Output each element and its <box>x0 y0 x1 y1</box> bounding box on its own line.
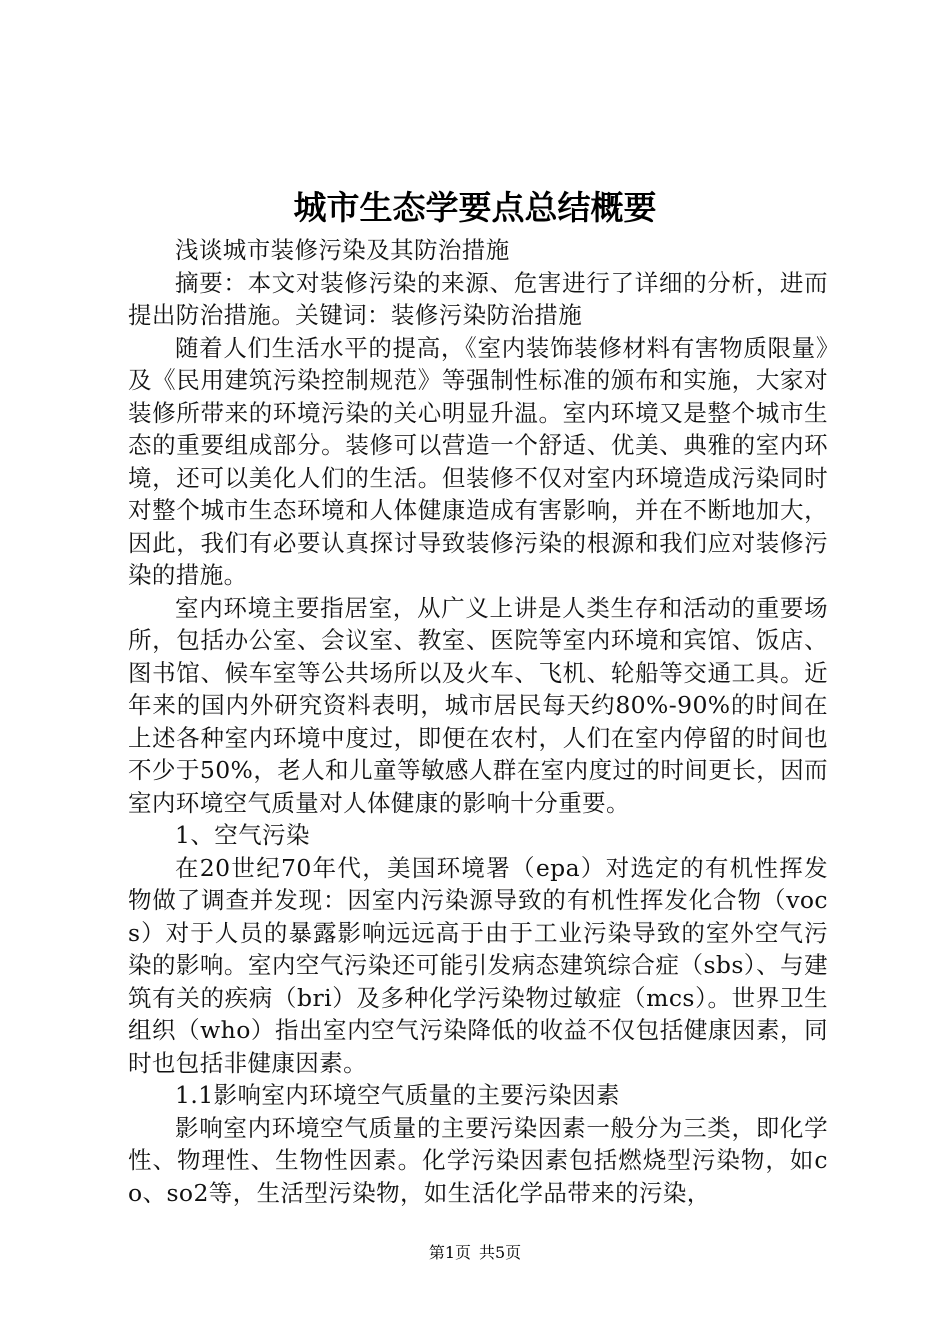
page-footer <box>0 1242 950 1264</box>
page-total: 共5页 <box>479 1243 522 1262</box>
body-paragraph: 影响室内环境空气质量的主要污染因素一般分为三类，即化学性、物理性、生物性因素。化学污染因素包括燃烧型污染物，如co、so2等，生活型污染物，如生活化学品带来的污染， <box>128 1113 828 1207</box>
body-paragraph: 随着人们生活水平的提高，《室内装饰装修材料有害物质限量》及《民用建筑污染控制规范》等强制性标准的颁布和实施，大家对装修所带来的环境污染的关心明显升温。室内环境又是整个城市生态的重要组成部分。装修可以营造一个舒适、优美、典雅的室内环境，还可以美化人们的生活。但装修不仅对室内环境造成污染同时对整个城市生态环境和人体健康造成有害影响，并在不断地加大，因此，我们有必要认真探讨导致装修污染的根源和我们应对装修污染的措施。 <box>128 333 828 589</box>
section-heading: 1、空气污染 <box>175 821 310 849</box>
body-paragraph: 室内环境主要指居室，从广义上讲是人类生存和活动的重要场所，包括办公室、会议室、教室、医院等室内环境和宾馆、饭店、图书馆、候车室等公共场所以及火车、飞机、轮船等交通工具。近年来的国内外研究资料表明，城市居民每天约80%-90%的时间在上述各种室内环境中度过，即便在农村，人们在室内停留的时间也不少于50%，老人和儿童等敏感人群在室内度过的时间更长，因而室内环境空气质量对人体健康的影响十分重要。 <box>128 593 828 817</box>
abstract-paragraph: 摘要：本文对装修污染的来源、危害进行了详细的分析，进而提出防治措施。关键词：装修污染防治措施 <box>128 268 828 329</box>
page-number: 第1页 <box>428 1243 471 1262</box>
subsection-heading: 1.1影响室内环境空气质量的主要污染因素 <box>175 1081 620 1109</box>
document-body <box>128 234 828 1209</box>
body-paragraph: 在20世纪70年代，美国环境署（epa）对选定的有机性挥发物做了调查并发现：因室内污染源导致的有机性挥发化合物（vocs）对于人员的暴露影响远远高于由于工业污染导致的室外空气污染的影响。室内空气污染还可能引发病态建筑综合症（sbs）、与建筑有关的疾病（bri）及多种化学污染物过敏症（mcs）。世界卫生组织（who）指出室内空气污染降低的收益不仅包括健康因素，同时也包括非健康因素。 <box>128 853 828 1077</box>
document-title: 城市生态学要点总结概要 <box>293 188 657 227</box>
subtitle-paragraph: 浅谈城市装修污染及其防治措施 <box>175 236 510 264</box>
